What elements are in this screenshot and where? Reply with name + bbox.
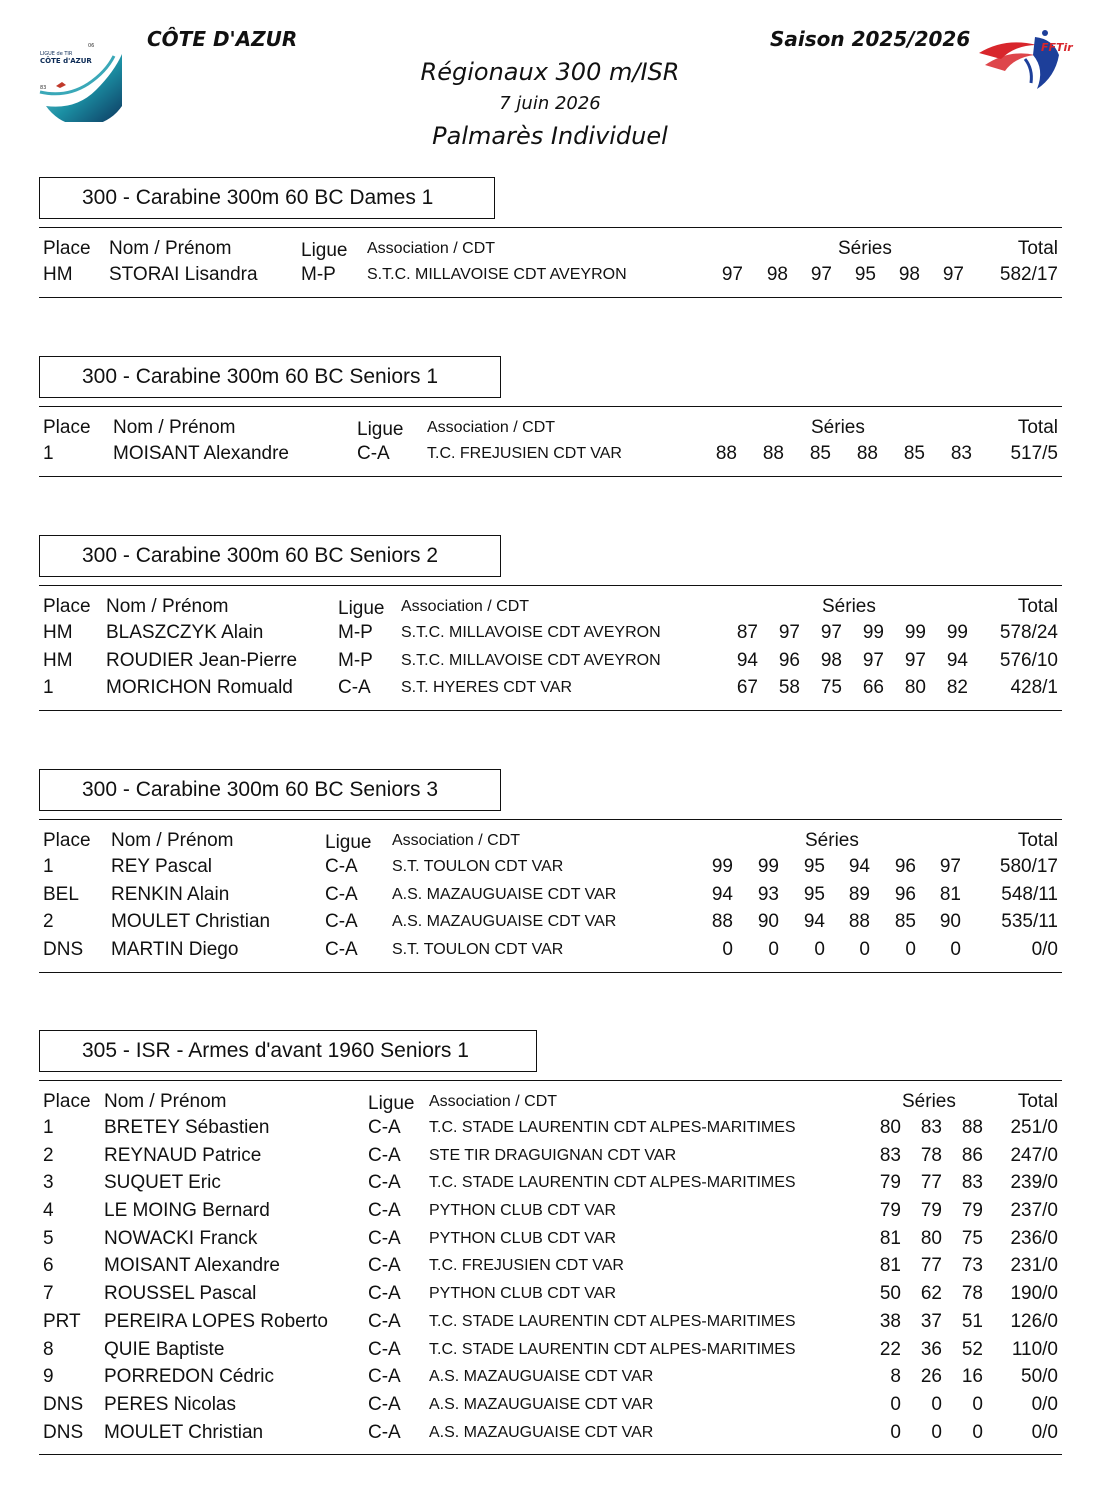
table-header [39, 820, 1062, 853]
cell-series-score: 95 [803, 856, 825, 877]
col-header-assoc: Association / CDT [367, 240, 496, 257]
col-header-name: Nom / Prénom [104, 1091, 227, 1112]
cell-series-score: 0 [972, 1393, 983, 1415]
cell-series-score: 88 [762, 443, 784, 464]
cell-name: BLASZCZYK Alain [106, 622, 264, 643]
cell-total: 231/0 [1010, 1255, 1058, 1277]
cell-series-score: 80 [920, 1227, 942, 1249]
section-title: 300 - Carabine 300m 60 BC Seniors 3 [39, 769, 501, 811]
cell-assoc: T.C. STADE LAURENTIN CDT ALPES-MARITIMES [429, 1340, 796, 1358]
cell-series-score: 75 [820, 677, 842, 699]
cell-series-score: 87 [736, 622, 758, 643]
cell-place: DNS [43, 1421, 84, 1443]
cell-series-score: 0 [931, 1393, 942, 1415]
cell-series-score: 80 [879, 1117, 901, 1138]
cell-series-score: 37 [920, 1310, 942, 1332]
cell-series-score: 97 [942, 264, 964, 285]
cell-series-score: 51 [961, 1310, 983, 1332]
cell-ligue: C-A [368, 1310, 401, 1332]
cell-series-score: 0 [890, 1421, 901, 1443]
cell-ligue: C-A [368, 1144, 401, 1166]
table-row [39, 1336, 1062, 1364]
cell-total: 582/17 [999, 264, 1058, 285]
col-header-total: Total [1017, 417, 1058, 438]
cell-place: 1 [43, 677, 54, 699]
cell-series-score: 99 [711, 856, 733, 877]
cell-series-score: 97 [778, 622, 800, 643]
cell-place: 4 [43, 1200, 54, 1222]
table-row [39, 1169, 1062, 1197]
col-header-name: Nom / Prénom [113, 417, 236, 438]
cell-series-score: 85 [903, 443, 925, 464]
page-subtitle: Palmarès Individuel [432, 122, 668, 150]
results-table [39, 227, 1062, 298]
cell-total: 251/0 [1010, 1117, 1058, 1138]
cell-place: DNS [43, 1393, 84, 1415]
table-row [39, 1308, 1062, 1336]
cell-assoc: S.T.C. MILLAVOISE CDT AVEYRON [401, 651, 661, 669]
cell-ligue: M-P [301, 264, 336, 285]
cell-name: MOULET Christian [111, 911, 271, 933]
cell-series-score: 98 [898, 264, 920, 285]
cell-name: MOISANT Alexandre [113, 443, 290, 464]
cell-series-score: 99 [904, 622, 926, 643]
table-row [39, 908, 1062, 936]
cell-place: 3 [43, 1172, 54, 1194]
cell-series-score: 62 [920, 1283, 942, 1305]
cell-assoc: S.T.C. MILLAVOISE CDT AVEYRON [401, 624, 661, 641]
cell-series-score: 77 [920, 1255, 942, 1277]
section-title: 305 - ISR - Armes d'avant 1960 Seniors 1 [39, 1030, 537, 1072]
cell-ligue: C-A [338, 677, 371, 699]
cell-place: 6 [43, 1255, 54, 1277]
cell-name: ROUSSEL Pascal [104, 1283, 257, 1305]
section-title: 300 - Carabine 300m 60 BC Seniors 2 [39, 535, 501, 577]
cell-series-score: 96 [894, 856, 916, 877]
cell-series-score: 88 [711, 911, 733, 933]
cell-series-score: 81 [879, 1227, 901, 1249]
cell-series-score: 66 [862, 677, 884, 699]
cell-series-score: 85 [809, 443, 831, 464]
cell-name: BRETEY Sébastien [104, 1117, 270, 1138]
table-row [39, 1142, 1062, 1170]
cell-ligue: C-A [325, 911, 358, 933]
league-name: CÔTE D'AZUR [147, 27, 298, 51]
cell-place: DNS [43, 939, 84, 961]
season-label: Saison 2025/2026 [770, 27, 971, 51]
table-row [39, 261, 1062, 289]
cell-ligue: C-A [368, 1255, 401, 1277]
cell-assoc: PYTHON CLUB CDT VAR [429, 1202, 616, 1220]
cell-name: MOISANT Alexandre [104, 1255, 281, 1277]
cell-series-score: 97 [939, 856, 961, 877]
cell-series-score: 0 [768, 939, 779, 961]
cell-total: 247/0 [1010, 1144, 1058, 1166]
table-row [39, 1363, 1062, 1391]
cell-series-score: 79 [961, 1200, 983, 1222]
col-header-series: Séries [902, 1091, 956, 1112]
cell-total: 548/11 [1001, 883, 1058, 905]
cell-series-score: 0 [722, 939, 733, 961]
col-header-name: Nom / Prénom [109, 238, 232, 259]
cell-series-score: 96 [778, 649, 800, 671]
cell-series-score: 81 [939, 883, 961, 905]
col-header-assoc: Association / CDT [427, 419, 556, 436]
cell-series-score: 75 [961, 1227, 983, 1249]
cell-series-score: 38 [879, 1310, 901, 1332]
col-header-series: Séries [838, 238, 892, 259]
cell-place: 1 [43, 443, 54, 464]
logo-line-2: CÔTE d'AZUR [40, 57, 92, 65]
cell-series-score: 83 [961, 1172, 983, 1194]
cell-total: 576/10 [999, 649, 1058, 671]
table-header [39, 228, 1062, 261]
event-title: Régionaux 300 m/ISR [420, 58, 680, 86]
cell-series-score: 88 [715, 443, 737, 464]
cell-series-score: 0 [814, 939, 825, 961]
cell-name: ROUDIER Jean-Pierre [106, 649, 298, 671]
table-row [39, 440, 1062, 468]
col-header-place: Place [43, 238, 91, 259]
cell-total: 237/0 [1010, 1200, 1058, 1222]
cell-series-score: 82 [946, 677, 968, 699]
cell-name: REY Pascal [111, 856, 213, 877]
cell-assoc: T.C. FREJUSIEN CDT VAR [427, 445, 622, 462]
cell-series-score: 97 [810, 264, 832, 285]
cell-total: 110/0 [1011, 1338, 1058, 1360]
cell-series-score: 94 [736, 649, 758, 671]
cell-total: 126/0 [1010, 1310, 1058, 1332]
col-header-name: Nom / Prénom [106, 596, 229, 617]
cell-series-score: 95 [854, 264, 876, 285]
cell-series-score: 99 [757, 856, 779, 877]
cell-assoc: A.S. MAZAUGUAISE CDT VAR [429, 1368, 654, 1386]
cell-series-score: 80 [904, 677, 926, 699]
cell-series-score: 90 [939, 911, 961, 933]
table-row [39, 647, 1062, 675]
cell-place: BEL [43, 883, 79, 905]
cell-series-score: 36 [920, 1338, 942, 1360]
cell-ligue: C-A [325, 883, 358, 905]
cell-ligue: C-A [368, 1200, 401, 1222]
cell-series-score: 97 [862, 649, 884, 671]
cell-total: 580/17 [999, 856, 1058, 877]
cell-name: SUQUET Eric [104, 1172, 221, 1194]
table-row [39, 1419, 1062, 1447]
results-table [39, 1080, 1062, 1455]
cell-series-score: 78 [961, 1283, 983, 1305]
logo-line-4: 83 [40, 85, 47, 91]
cell-assoc: S.T. TOULON CDT VAR [392, 941, 564, 959]
table-row [39, 881, 1062, 909]
cell-series-score: 0 [972, 1421, 983, 1443]
event-date: 7 juin 2026 [499, 93, 601, 114]
col-header-series: Séries [805, 830, 859, 851]
cell-assoc: PYTHON CLUB CDT VAR [429, 1229, 616, 1247]
cell-place: HM [43, 622, 73, 643]
cell-series-score: 0 [931, 1421, 942, 1443]
cell-ligue: M-P [338, 649, 373, 671]
cell-name: PORREDON Cédric [104, 1366, 274, 1388]
cell-ligue: C-A [325, 939, 358, 961]
table-header [39, 1081, 1062, 1114]
cell-ligue: C-A [368, 1338, 401, 1360]
table-row [39, 1114, 1062, 1142]
cell-ligue: C-A [368, 1421, 401, 1443]
cell-place: 1 [43, 856, 54, 877]
cell-series-score: 58 [778, 677, 800, 699]
cell-ligue: C-A [368, 1283, 401, 1305]
cell-series-score: 78 [920, 1144, 942, 1166]
cell-series-score: 94 [946, 649, 968, 671]
cell-name: RENKIN Alain [111, 883, 230, 905]
cell-series-score: 94 [711, 883, 733, 905]
cell-series-score: 96 [894, 883, 916, 905]
cell-series-score: 98 [820, 649, 842, 671]
col-header-name: Nom / Prénom [111, 830, 234, 851]
cell-assoc: PYTHON CLUB CDT VAR [429, 1285, 616, 1303]
cell-series-score: 16 [961, 1366, 983, 1388]
cell-series-score: 0 [859, 939, 870, 961]
cell-series-score: 0 [905, 939, 916, 961]
cell-name: STORAI Lisandra [109, 264, 258, 285]
cell-total: 0/0 [1031, 1393, 1058, 1415]
cell-series-score: 85 [894, 911, 916, 933]
cell-name: MORICHON Romuald [106, 677, 293, 699]
logo-line-3: 06 [88, 43, 95, 49]
cell-series-score: 88 [961, 1117, 983, 1138]
cell-assoc: T.C. STADE LAURENTIN CDT ALPES-MARITIMES [429, 1312, 796, 1330]
col-header-assoc: Association / CDT [401, 598, 530, 615]
cell-series-score: 81 [879, 1255, 901, 1277]
league-logo [36, 40, 122, 122]
cell-series-score: 83 [920, 1117, 942, 1138]
fftir-logo-text: FFTir [1041, 41, 1073, 54]
cell-ligue: C-A [368, 1172, 401, 1194]
cell-ligue: C-A [368, 1117, 401, 1138]
cell-series-score: 0 [950, 939, 961, 961]
cell-name: MARTIN Diego [111, 939, 239, 961]
cell-name: LE MOING Bernard [104, 1200, 270, 1222]
col-header-place: Place [43, 417, 91, 438]
cell-series-score: 99 [862, 622, 884, 643]
col-header-place: Place [43, 1091, 91, 1112]
cell-assoc: T.C. STADE LAURENTIN CDT ALPES-MARITIMES [429, 1119, 796, 1136]
cell-series-score: 83 [879, 1144, 901, 1166]
cell-place: 9 [43, 1366, 54, 1388]
cell-place: 7 [43, 1283, 54, 1305]
fftir-logo [975, 25, 1075, 95]
cell-series-score: 79 [879, 1200, 901, 1222]
cell-assoc: T.C. FREJUSIEN CDT VAR [429, 1257, 624, 1275]
cell-ligue: C-A [368, 1393, 401, 1415]
cell-series-score: 94 [848, 856, 870, 877]
col-header-ligue: Ligue [357, 419, 404, 440]
col-header-ligue: Ligue [368, 1093, 415, 1114]
cell-series-score: 94 [803, 911, 825, 933]
cell-assoc: A.S. MAZAUGUAISE CDT VAR [392, 913, 617, 931]
cell-series-score: 99 [946, 622, 968, 643]
cell-series-score: 79 [879, 1172, 901, 1194]
col-header-assoc: Association / CDT [429, 1093, 558, 1110]
cell-total: 428/1 [1010, 677, 1058, 699]
col-header-assoc: Association / CDT [392, 832, 521, 849]
cell-assoc: A.S. MAZAUGUAISE CDT VAR [392, 885, 617, 903]
cell-total: 239/0 [1010, 1172, 1058, 1194]
col-header-total: Total [1017, 238, 1058, 259]
cell-place: HM [43, 649, 73, 671]
cell-series-score: 89 [848, 883, 870, 905]
results-table [39, 406, 1062, 477]
cell-place: 2 [43, 911, 54, 933]
table-row [39, 674, 1062, 702]
table-row [39, 1280, 1062, 1308]
cell-series-score: 97 [820, 622, 842, 643]
cell-place: 8 [43, 1338, 54, 1360]
cell-series-score: 52 [961, 1338, 983, 1360]
cell-total: 517/5 [1010, 443, 1058, 464]
cell-series-score: 83 [950, 443, 972, 464]
cell-series-score: 90 [757, 911, 779, 933]
cell-place: 5 [43, 1227, 54, 1249]
cell-assoc: T.C. STADE LAURENTIN CDT ALPES-MARITIMES [429, 1174, 796, 1192]
cell-series-score: 73 [961, 1255, 983, 1277]
cell-place: PRT [43, 1310, 81, 1332]
col-header-series: Séries [811, 417, 865, 438]
col-header-series: Séries [822, 596, 876, 617]
cell-series-score: 95 [803, 883, 825, 905]
cell-assoc: S.T. TOULON CDT VAR [392, 858, 564, 875]
cell-ligue: M-P [338, 622, 373, 643]
cell-total: 578/24 [999, 622, 1058, 643]
cell-series-score: 93 [757, 883, 779, 905]
col-header-total: Total [1017, 1091, 1058, 1112]
table-header [39, 586, 1062, 619]
cell-series-score: 86 [961, 1144, 983, 1166]
section-title: 300 - Carabine 300m 60 BC Seniors 1 [39, 356, 501, 398]
cell-series-score: 22 [879, 1338, 901, 1360]
table-row [39, 619, 1062, 647]
cell-name: NOWACKI Franck [104, 1227, 258, 1249]
col-header-ligue: Ligue [338, 598, 385, 619]
cell-name: QUIE Baptiste [104, 1338, 225, 1360]
cell-series-score: 67 [736, 677, 758, 699]
cell-total: 0/0 [1031, 1421, 1058, 1443]
cell-ligue: C-A [368, 1366, 401, 1388]
results-table [39, 819, 1062, 973]
cell-series-score: 88 [856, 443, 878, 464]
cell-ligue: C-A [368, 1227, 401, 1249]
cell-total: 236/0 [1010, 1227, 1058, 1249]
cell-ligue: C-A [357, 443, 390, 464]
cell-total: 0/0 [1031, 939, 1058, 961]
col-header-ligue: Ligue [325, 832, 372, 853]
table-row [39, 1252, 1062, 1280]
cell-series-score: 97 [904, 649, 926, 671]
cell-total: 535/11 [1001, 911, 1058, 933]
cell-place: HM [43, 264, 73, 285]
table-row [39, 1391, 1062, 1419]
cell-series-score: 98 [766, 264, 788, 285]
cell-series-score: 8 [890, 1366, 901, 1388]
cell-name: REYNAUD Patrice [104, 1144, 262, 1166]
table-row [39, 1197, 1062, 1225]
cell-assoc: S.T.C. MILLAVOISE CDT AVEYRON [367, 266, 627, 283]
cell-series-score: 77 [920, 1172, 942, 1194]
cell-total: 50/0 [1021, 1366, 1058, 1388]
col-header-ligue: Ligue [301, 240, 348, 261]
results-table [39, 585, 1062, 711]
cell-series-score: 97 [721, 264, 743, 285]
cell-series-score: 50 [879, 1283, 901, 1305]
cell-assoc: STE TIR DRAGUIGNAN CDT VAR [429, 1146, 677, 1164]
table-row [39, 1225, 1062, 1253]
table-header [39, 407, 1062, 440]
cell-assoc: A.S. MAZAUGUAISE CDT VAR [429, 1395, 654, 1413]
col-header-total: Total [1017, 830, 1058, 851]
cell-assoc: A.S. MAZAUGUAISE CDT VAR [429, 1423, 654, 1441]
col-header-place: Place [43, 596, 91, 617]
cell-name: PEREIRA LOPES Roberto [104, 1310, 328, 1332]
section-title: 300 - Carabine 300m 60 BC Dames 1 [39, 177, 495, 219]
cell-series-score: 0 [890, 1393, 901, 1415]
cell-name: PERES Nicolas [104, 1393, 236, 1415]
cell-series-score: 26 [920, 1366, 942, 1388]
col-header-total: Total [1017, 596, 1058, 617]
cell-series-score: 79 [920, 1200, 942, 1222]
cell-ligue: C-A [325, 856, 358, 877]
cell-assoc: S.T. HYERES CDT VAR [401, 679, 572, 697]
cell-name: MOULET Christian [104, 1421, 264, 1443]
table-row [39, 936, 1062, 964]
logo-line-1: LIGUE de TIR [40, 51, 73, 57]
cell-place: 2 [43, 1144, 54, 1166]
cell-place: 1 [43, 1117, 54, 1138]
cell-total: 190/0 [1010, 1283, 1058, 1305]
table-row [39, 853, 1062, 881]
col-header-place: Place [43, 830, 91, 851]
cell-series-score: 88 [848, 911, 870, 933]
